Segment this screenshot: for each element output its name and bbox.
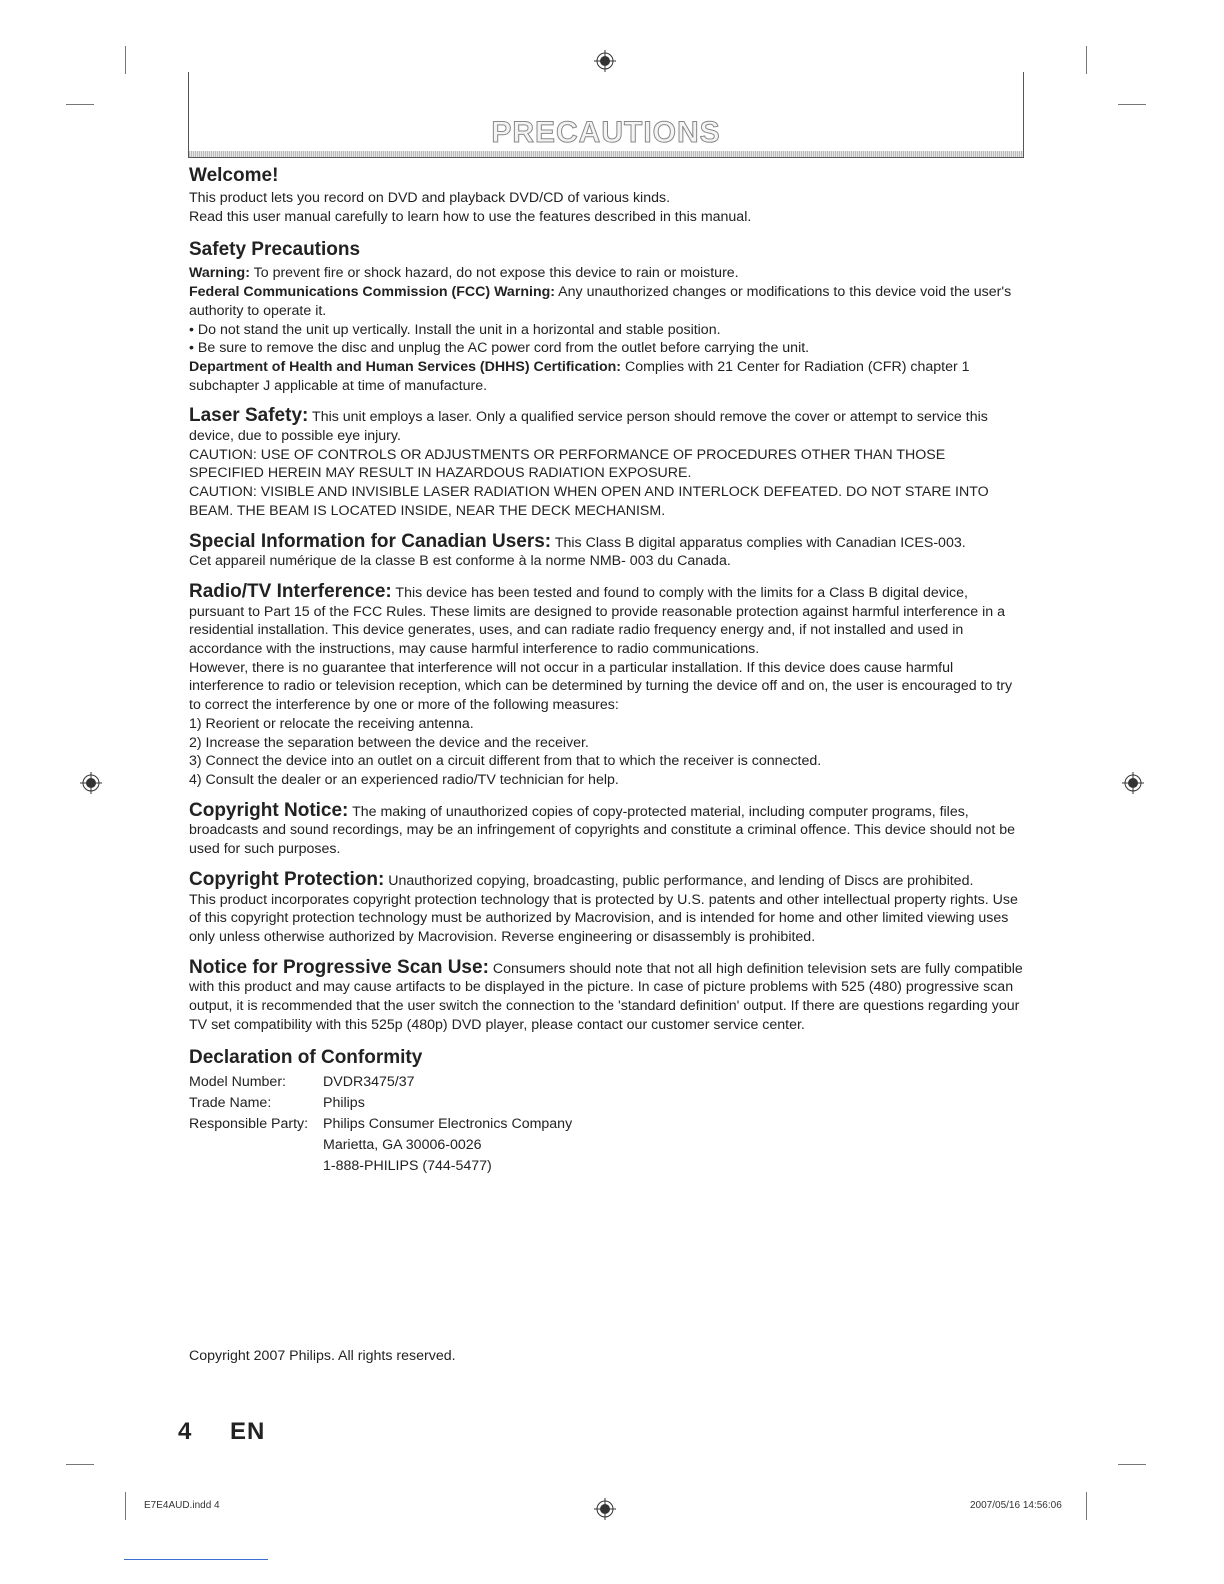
canadian-paragraph [189, 530, 1024, 553]
conformity-row [189, 1072, 572, 1093]
radio-measure: 1) Reorient or relocate the receiving antenna. [189, 715, 474, 732]
model-label: Model Number: [189, 1074, 286, 1091]
party-line: Philips Consumer Electronics Company [323, 1116, 573, 1133]
conformity-table [189, 1072, 572, 1177]
welcome-line: Read this user manual carefully to learn how to use the features described in this manual. [189, 208, 752, 225]
fcc-label: Federal Communications Commission (FCC) Warning: [189, 284, 556, 301]
page-number-value: 4 [178, 1418, 193, 1445]
radio-section [189, 580, 1024, 790]
conformity-row [189, 1114, 572, 1177]
crop-mark [1118, 104, 1146, 105]
registration-mark-icon [594, 50, 616, 72]
copyright-protection-section [189, 868, 1024, 947]
copyright-notice-section [189, 799, 1024, 859]
canadian-text-fr: Cet appareil numérique de la classe B est conforme à la norme NMB- 003 du Canada. [189, 553, 731, 570]
fcc-text: Any unauthorized changes or modifications to this device void the user's authority to operate it. [189, 284, 1012, 319]
radio-measure: 3) Connect the device into an outlet on a circuit different from that to which the receiver is connected. [189, 753, 822, 770]
canadian-section [189, 530, 1024, 571]
dhhs-text: Complies with 21 Center for Radiation (CFR) chapter 1 subchapter J applicable at time of manufacture. [189, 358, 970, 394]
crop-mark [1086, 1492, 1087, 1520]
copyright-notice-paragraph [189, 799, 1024, 859]
warning-text: To prevent fire or shock hazard, do not expose this device to rain or moisture. [249, 265, 739, 282]
crop-mark [125, 1492, 126, 1520]
page-number [178, 1418, 265, 1446]
model-value: DVDR3475/37 [323, 1074, 415, 1091]
registration-mark-icon [594, 1498, 616, 1520]
copyright-protection-label: Copyright Protection: [189, 868, 385, 890]
progressive-text: Consumers should note that not all high definition television sets are fully compatible with this product and may cause artifacts to be displayed in the picture. In case of picture problems with 525 (480) progressive scan output, it is recommended that the user switch the connection to the 'standard definition' output. If there are questions regarding your TV set compatibility with this 525p (480p) DVD player, please contact our customer service center. [189, 960, 1023, 1033]
warning-label: Warning: [189, 265, 250, 282]
canadian-label: Special Information for Canadian Users: [189, 530, 552, 552]
safety-bullet: • Be sure to remove the disc and unplug the AC power cord from the outlet before carrying the unit. [189, 340, 810, 357]
progressive-label: Notice for Progressive Scan Use: [189, 956, 489, 978]
warning-paragraph [189, 264, 1024, 283]
fcc-paragraph [189, 283, 1024, 320]
canadian-text: This Class B digital apparatus complies with Canadian ICES-003. [551, 534, 966, 551]
main-content [189, 164, 1024, 1177]
trade-label: Trade Name: [189, 1095, 272, 1112]
laser-caution: CAUTION: USE OF CONTROLS OR ADJUSTMENTS OR PERFORMANCE OF PROCEDURES OTHER THAN THOSE SPECIFIED HEREIN MAY RESULT IN HAZARDOUS RADIATION EXPOSURE. [189, 446, 946, 482]
party-value [323, 1114, 572, 1177]
copyright-protection-paragraph [189, 868, 1024, 891]
radio-measure: 2) Increase the separation between the device and the receiver. [189, 734, 589, 751]
safety-bullet: • Do not stand the unit up vertically. Install the unit in a horizontal and stable position. [189, 321, 721, 338]
radio-text: This device has been tested and found to comply with the limits for a Class B digital device, pursuant to Part 15 of the FCC Rules. These limits are designed to provide reasonable protection against harmful interference in a residential installation. This device generates, uses, and can radiate radio frequency energy and, if not installed and used in accordance with the instructions, may cause harmful interference to radio communications. [189, 584, 1005, 658]
party-line: 1-888-PHILIPS (744-5477) [323, 1158, 492, 1175]
crop-mark [1118, 1464, 1146, 1465]
crop-mark [125, 46, 126, 74]
safety-heading: Safety Precautions [189, 239, 361, 261]
radio-paragraph [189, 580, 1024, 659]
title-underline [189, 151, 1023, 157]
laser-caution: CAUTION: VISIBLE AND INVISIBLE LASER RADIATION WHEN OPEN AND INTERLOCK DEFEATED. DO NOT STARE INTO BEAM. THE BEAM IS LOCATED INSIDE, NEAR THE DECK MECHANISM. [189, 484, 989, 519]
registration-mark-icon [80, 772, 102, 794]
crop-mark [66, 104, 94, 105]
dhhs-paragraph [189, 358, 1024, 395]
copyright-notice-label: Copyright Notice: [189, 799, 349, 821]
copyright-line: Copyright 2007 Philips. All rights reserved. [189, 1348, 456, 1364]
radio-label: Radio/TV Interference: [189, 580, 392, 602]
safety-section [189, 238, 1024, 395]
crop-mark [1086, 46, 1087, 74]
selection-underline [124, 1559, 268, 1560]
conformity-section [189, 1046, 1024, 1177]
progressive-paragraph [189, 956, 1024, 1035]
registration-mark-icon [1122, 772, 1144, 794]
conformity-row [189, 1093, 572, 1114]
welcome-heading: Welcome! [189, 165, 279, 186]
copyright-protection-paragraph-2: This product incorporates copyright protection technology that is protected by U.S. patents and other intellectual property rights. Use of this copyright protection technology must be authorized by Macrovision, and is intended for home and other limited viewing uses only unless otherwise authorized by Macrovision. Reverse engineering or disassembly is prohibited. [189, 891, 1018, 945]
laser-text: This unit employs a laser. Only a qualified service person should remove the cover or attempt to service this device, due to possible eye injury. [189, 409, 988, 445]
copyright-protection-text: Unauthorized copying, broadcasting, public performance, and lending of Discs are prohibited. [384, 872, 974, 889]
print-timestamp: 2007/05/16 14:56:06 [970, 1500, 1062, 1511]
laser-paragraph [189, 407, 1024, 445]
copyright-notice-text: The making of unauthorized copies of copy-protected material, including computer programs, files, broadcasts and sound recordings, may be an infringement of copyrights and constitute a criminal offence. This device should not be used for such purposes. [189, 803, 1015, 858]
progressive-section [189, 956, 1024, 1035]
page-language: EN [230, 1418, 266, 1445]
file-name: E7E4AUD.indd 4 [144, 1500, 220, 1511]
radio-paragraph-2: However, there is no guarantee that interference will not occur in a particular installation. If this device does cause harmful interference to radio or television reception, which can be determined by turning the device off and on, the user is encouraged to try to correct the interference by one or more of the following measures: [189, 659, 1013, 714]
page-title: PRECAUTIONS [491, 116, 721, 149]
radio-measure: 4) Consult the dealer or an experienced radio/TV technician for help. [189, 771, 619, 788]
party-line: Marietta, GA 30006-0026 [323, 1137, 482, 1154]
crop-mark [66, 1464, 94, 1465]
dhhs-label: Department of Health and Human Services (DHHS) Certification: [189, 358, 622, 375]
welcome-line: This product lets you record on DVD and playback DVD/CD of various kinds. [189, 190, 671, 206]
laser-label: Laser Safety: [189, 405, 309, 427]
trade-value: Philips [323, 1095, 365, 1112]
party-label: Responsible Party: [189, 1116, 309, 1133]
laser-section [189, 407, 1024, 520]
title-box [188, 72, 1024, 158]
conformity-heading: Declaration of Conformity [189, 1047, 423, 1069]
